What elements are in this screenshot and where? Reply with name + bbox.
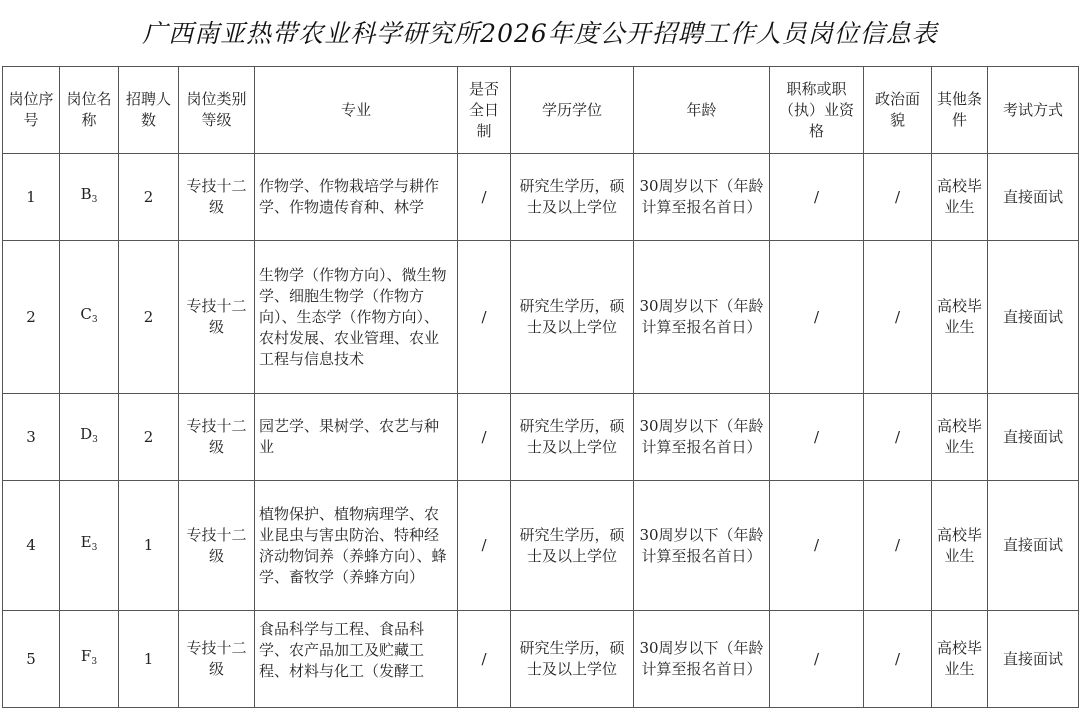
position-name: $F_3$ xyxy=(60,611,119,708)
political-requirement: / xyxy=(864,481,932,611)
age-requirement: 30周岁以下（年龄计算至报名首日） xyxy=(634,154,770,241)
header-cell: 学历学位 xyxy=(511,67,634,154)
age-requirement: 30周岁以下（年龄计算至报名首日） xyxy=(634,611,770,708)
other-requirement: 高校毕业生 xyxy=(932,611,988,708)
header-cell: 岗位名称 xyxy=(60,67,119,154)
fulltime-requirement: / xyxy=(458,154,511,241)
recruit-count: 2 xyxy=(119,241,179,394)
age-requirement: 30周岁以下（年龄计算至报名首日） xyxy=(634,394,770,481)
political-requirement: / xyxy=(864,241,932,394)
political-requirement: / xyxy=(864,154,932,241)
fulltime-requirement: / xyxy=(458,241,511,394)
header-cell: 招聘人数 xyxy=(119,67,179,154)
document-title: 广西南亚热带农业科学研究所2026年度公开招聘工作人员岗位信息表 xyxy=(142,19,938,48)
position-name: $B_3$ xyxy=(60,154,119,241)
exam-method: 直接面试 xyxy=(988,611,1079,708)
degree-requirement: 研究生学历，硕士及以上学位 xyxy=(511,481,634,611)
position-number: 4 xyxy=(3,481,60,611)
age-requirement: 30周岁以下（年龄计算至报名首日） xyxy=(634,241,770,394)
table-row xyxy=(3,611,1079,708)
position-level: 专技十二级 xyxy=(179,154,255,241)
exam-method: 直接面试 xyxy=(988,154,1079,241)
position-number: 5 xyxy=(3,611,60,708)
political-requirement: / xyxy=(864,611,932,708)
political-requirement: / xyxy=(864,394,932,481)
table-row xyxy=(3,481,1079,611)
header-cell: 政治面貌 xyxy=(864,67,932,154)
header-cell: 考试方式 xyxy=(988,67,1079,154)
title-requirement: / xyxy=(770,154,864,241)
header-cell: 其他条件 xyxy=(932,67,988,154)
exam-method: 直接面试 xyxy=(988,241,1079,394)
header-cell: 岗位类别等级 xyxy=(179,67,255,154)
table-row xyxy=(3,241,1079,394)
major-requirement: 食品科学与工程、食品科学、农产品加工及贮藏工程、材料与化工（发酵工 xyxy=(255,611,458,708)
exam-method: 直接面试 xyxy=(988,394,1079,481)
recruit-count: 2 xyxy=(119,154,179,241)
degree-requirement: 研究生学历，硕士及以上学位 xyxy=(511,611,634,708)
major-requirement: 植物保护、植物病理学、农业昆虫与害虫防治、特种经济动物饲养（养蜂方向）、蜂学、畜牧学（养蜂方向） xyxy=(255,481,458,611)
other-requirement: 高校毕业生 xyxy=(932,241,988,394)
major-requirement: 生物学（作物方向）、微生物学、细胞生物学（作物方向）、生态学（作物方向）、农村发展、农业管理、农业工程与信息技术 xyxy=(255,241,458,394)
exam-method: 直接面试 xyxy=(988,481,1079,611)
table-row xyxy=(3,394,1079,481)
position-level: 专技十二级 xyxy=(179,611,255,708)
header-cell: 岗位序号 xyxy=(3,67,60,154)
degree-requirement: 研究生学历，硕士及以上学位 xyxy=(511,154,634,241)
title-requirement: / xyxy=(770,394,864,481)
position-level: 专技十二级 xyxy=(179,241,255,394)
position-number: 1 xyxy=(3,154,60,241)
position-name: $C_3$ xyxy=(60,241,119,394)
title-requirement: / xyxy=(770,611,864,708)
other-requirement: 高校毕业生 xyxy=(932,481,988,611)
recruit-count: 1 xyxy=(119,611,179,708)
header-cell: 是否全日制 xyxy=(458,67,511,154)
header-row xyxy=(3,67,1079,154)
header-cell: 年龄 xyxy=(634,67,770,154)
other-requirement: 高校毕业生 xyxy=(932,154,988,241)
recruit-count: 2 xyxy=(119,394,179,481)
position-number: 3 xyxy=(3,394,60,481)
degree-requirement: 研究生学历，硕士及以上学位 xyxy=(511,394,634,481)
position-level: 专技十二级 xyxy=(179,481,255,611)
major-requirement: 园艺学、果树学、农艺与种业 xyxy=(255,394,458,481)
fulltime-requirement: / xyxy=(458,611,511,708)
header-cell: 专业 xyxy=(255,67,458,154)
position-table xyxy=(2,66,1079,708)
fulltime-requirement: / xyxy=(458,394,511,481)
title-requirement: / xyxy=(770,241,864,394)
position-number: 2 xyxy=(3,241,60,394)
major-requirement: 作物学、作物栽培学与耕作学、作物遗传育种、林学 xyxy=(255,154,458,241)
table-row xyxy=(3,154,1079,241)
fulltime-requirement: / xyxy=(458,481,511,611)
title-requirement: / xyxy=(770,481,864,611)
header-cell: 职称或职（执）业资格 xyxy=(770,67,864,154)
position-name: $E_3$ xyxy=(60,481,119,611)
position-level: 专技十二级 xyxy=(179,394,255,481)
degree-requirement: 研究生学历，硕士及以上学位 xyxy=(511,241,634,394)
age-requirement: 30周岁以下（年龄计算至报名首日） xyxy=(634,481,770,611)
recruit-count: 1 xyxy=(119,481,179,611)
position-name: $D_3$ xyxy=(60,394,119,481)
other-requirement: 高校毕业生 xyxy=(932,394,988,481)
